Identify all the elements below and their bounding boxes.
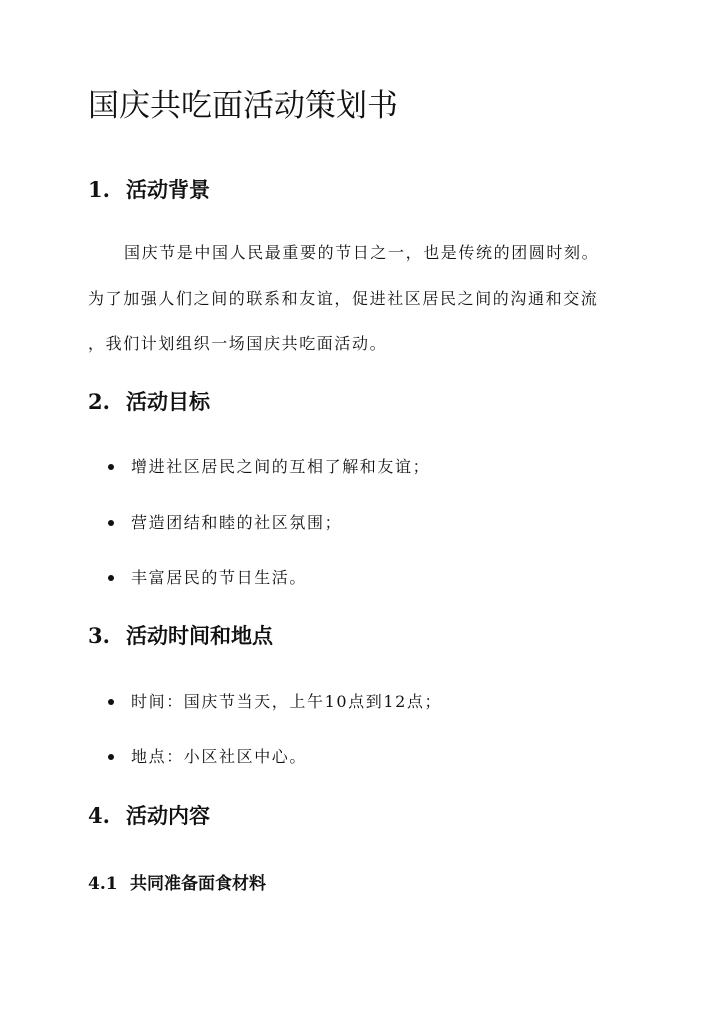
bullet-item xyxy=(108,512,342,534)
bullet-text: 丰富居民的节日生活。 xyxy=(131,568,308,587)
bullet-dot-icon xyxy=(108,464,114,470)
bullet-text: 营造团结和睦的社区氛围； xyxy=(131,513,343,532)
subsection-number: 4.1 xyxy=(88,874,118,894)
bullet-text: 时间：国庆节当天，上午10点到12点； xyxy=(131,692,443,711)
bullet-dot-icon xyxy=(108,520,114,526)
section-number: 3. xyxy=(88,623,110,648)
bullet-text: 地点：小区社区中心。 xyxy=(131,747,308,766)
section-title: 活动目标 xyxy=(126,389,210,414)
section-3-heading xyxy=(88,622,273,650)
section-number: 4. xyxy=(88,803,110,828)
paragraph-line: ，我们计划组织一场国庆共吃面活动。 xyxy=(88,334,388,353)
paragraph-line: 国庆节是中国人民最重要的节日之一，也是传统的团圆时刻。 xyxy=(124,243,600,262)
bullet-text: 增进社区居民之间的互相了解和友谊； xyxy=(131,457,431,476)
subsection-title: 共同准备面食材料 xyxy=(130,874,266,894)
section-number: 1. xyxy=(88,177,110,202)
section-number: 2. xyxy=(88,389,110,414)
bullet-item xyxy=(108,746,307,768)
bullet-dot-icon xyxy=(108,575,114,581)
section-2-heading xyxy=(88,388,210,416)
bullet-item xyxy=(108,567,307,589)
section-4-heading xyxy=(88,802,210,830)
bullet-item xyxy=(108,456,430,478)
bullet-item xyxy=(108,691,442,713)
section-title: 活动背景 xyxy=(126,177,210,202)
bullet-dot-icon xyxy=(108,699,114,705)
paragraph-line: 为了加强人们之间的联系和友谊，促进社区居民之间的沟通和交流 xyxy=(88,289,599,308)
bullet-dot-icon xyxy=(108,754,114,760)
section-1-heading xyxy=(88,176,210,204)
document-title: 国庆共吃面活动策划书 xyxy=(88,88,398,124)
section-title: 活动时间和地点 xyxy=(126,623,273,648)
section-title: 活动内容 xyxy=(126,803,210,828)
subsection-4-1-heading xyxy=(88,873,266,895)
